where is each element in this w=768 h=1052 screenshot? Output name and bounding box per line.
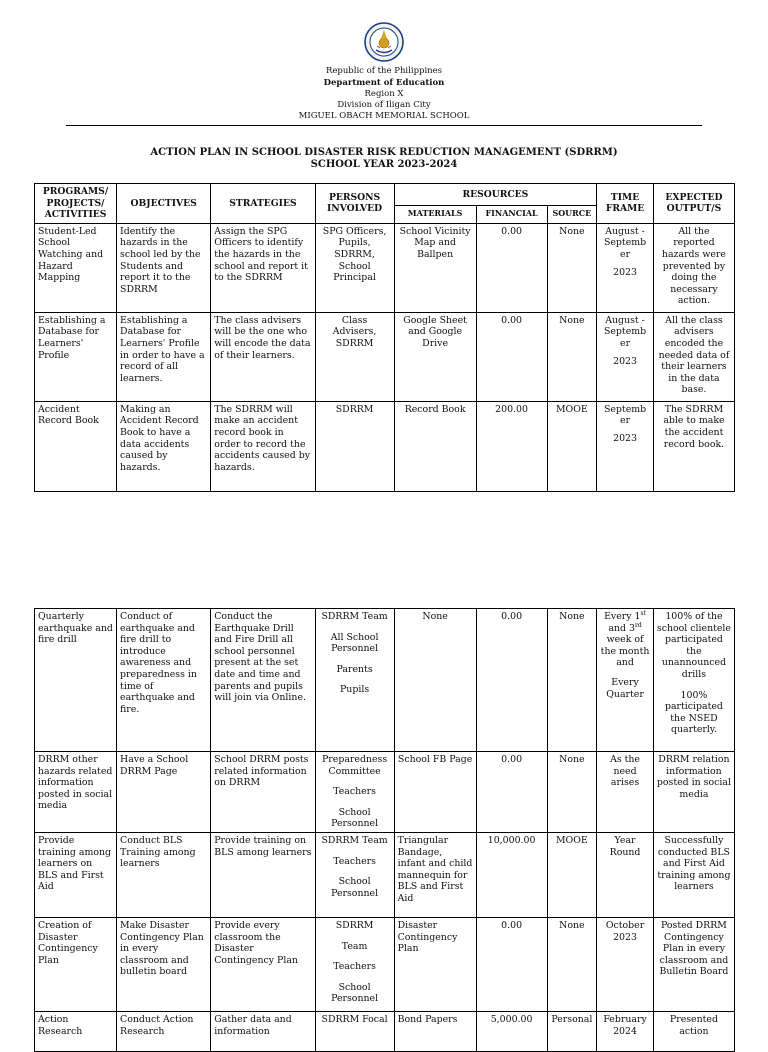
strategy-cell: School DRRM posts related information on DRRM: [211, 752, 315, 833]
col-expected: EXPECTED OUTPUT/S: [653, 184, 734, 224]
source-cell: None: [547, 917, 597, 1011]
expected-entry: 100% of the school clientele participated the unannounced drills: [656, 611, 731, 680]
program-cell: Provide training among learners on BLS and First Aid: [35, 832, 117, 917]
financial-cell: 0.00: [476, 223, 547, 312]
time-year: 2023: [613, 432, 637, 444]
objective-cell: Conduct BLS Training among learners: [117, 832, 211, 917]
objective-cell: Have a School DRRM Page: [117, 752, 211, 833]
strategy-cell: Gather data and information: [211, 1011, 315, 1051]
person-entry: Preparedness Committee: [322, 754, 388, 777]
person-entry: Teachers: [333, 961, 376, 973]
source-cell: None: [547, 609, 597, 752]
person-entry: Teachers: [333, 786, 376, 798]
deped-seal-logo: [364, 22, 404, 62]
time-range: Septemb er: [603, 403, 647, 427]
materials-cell: Record Book: [394, 401, 476, 491]
person-entry: Parents: [336, 663, 373, 675]
persons-cell: [315, 609, 394, 752]
table-row: [35, 917, 735, 1011]
expected-cell: All the reported hazards were prevented by doing the necessary action.: [653, 223, 734, 312]
materials-cell: Google Sheet and Google Drive: [394, 312, 476, 401]
objective-cell: Conduct of earthquake and fire drill to introduce awareness and preparedness in time of earthquake and fire.: [117, 609, 211, 752]
republic-line: Republic of the Philippines: [325, 66, 443, 76]
expected-cell: DRRM relation information posted in social media: [653, 752, 734, 833]
objective-cell: Establishing a Database for Learners' Profile in order to have a record of all learners.: [117, 312, 211, 401]
person-entry: SDRRM Team: [321, 834, 388, 846]
col-resources: RESOURCES: [394, 184, 597, 206]
program-cell: Action Research: [35, 1011, 117, 1051]
materials-cell: School Vicinity Map and Ballpen: [394, 223, 476, 312]
table-row: [35, 752, 735, 833]
financial-cell: 0.00: [476, 312, 547, 401]
time-weeks: Every 1st and 3rd week of the month and: [600, 609, 650, 669]
title-line-2: SCHOOL YEAR 2023-2024: [310, 159, 458, 170]
person-entry: SDRRM: [335, 919, 374, 931]
materials-cell: Bond Papers: [394, 1011, 476, 1051]
source-cell: None: [547, 223, 597, 312]
table-row: [35, 401, 735, 491]
program-cell: Quarterly earthquake and fire drill: [35, 609, 117, 752]
expected-cell: [653, 609, 734, 752]
objective-cell: Conduct Action Research: [117, 1011, 211, 1051]
objective-cell: Making an Accident Record Book to have a data accidents caused by hazards.: [117, 401, 211, 491]
time-year: 2023: [613, 931, 637, 943]
expected-cell: Successfully conducted BLS and First Aid training among learners: [653, 832, 734, 917]
financial-cell: 0.00: [476, 609, 547, 752]
col-programs: PROGRAMS/ PROJECTS/ ACTIVITIES: [35, 184, 117, 224]
time-cell: Year Round: [597, 832, 654, 917]
time-year: 2024: [613, 1025, 637, 1037]
materials-cell: None: [394, 609, 476, 752]
persons-cell: [315, 752, 394, 833]
financial-cell: 0.00: [476, 752, 547, 833]
time-month: February: [603, 1013, 647, 1025]
col-source: SOURCE: [547, 205, 597, 223]
financial-cell: 0.00: [476, 917, 547, 1011]
strategy-cell: The SDRRM will make an accident record book in order to record the accidents caused by hazards.: [211, 401, 315, 491]
materials-cell: Disaster Contingency Plan: [394, 917, 476, 1011]
col-financial: FINANCIAL: [476, 205, 547, 223]
school-name: MIGUEL OBACH MEMORIAL SCHOOL: [298, 111, 470, 121]
objective-cell: Identify the hazards in the school led by the Students and report it to the SDRRM: [117, 223, 211, 312]
program-cell: Accident Record Book: [35, 401, 117, 491]
persons-cell: [315, 917, 394, 1011]
financial-cell: 5,000.00: [476, 1011, 547, 1051]
materials-cell: School FB Page: [394, 752, 476, 833]
document-title: [0, 147, 768, 171]
time-cell: [597, 401, 654, 491]
header-divider: [66, 125, 702, 126]
strategy-cell: Conduct the Earthquake Drill and Fire Drill all school personnel present at the set date and time and parents and pupils will join via Online.: [211, 609, 315, 752]
time-month: October: [605, 919, 645, 931]
time-cell: [597, 1011, 654, 1051]
table-row: [35, 312, 735, 401]
division-line: Division of Iligan City: [337, 100, 431, 110]
time-year: 2023: [613, 355, 637, 367]
strategy-cell: The class advisers will be the one who will encode the data of their learners.: [211, 312, 315, 401]
time-range: August - Septemb er: [603, 225, 647, 260]
table-row: [35, 832, 735, 917]
program-cell: Establishing a Database for Learners' Profile: [35, 312, 117, 401]
person-entry: School Personnel: [331, 981, 379, 1005]
expected-entry: 100% participated the NSED quarterly.: [664, 689, 723, 736]
program-cell: DRRM other hazards related information posted in social media: [35, 752, 117, 833]
persons-cell: SDRRM: [315, 401, 394, 491]
table-row: [35, 1011, 735, 1051]
financial-cell: 200.00: [476, 401, 547, 491]
department-line: Department of Education: [323, 78, 445, 88]
action-plan-table-page1: [34, 183, 735, 492]
time-cell: As the need arises: [597, 752, 654, 833]
persons-cell: Class Advisers, SDRRM: [315, 312, 394, 401]
time-cell: [597, 312, 654, 401]
action-plan-table-page2: [34, 608, 735, 1052]
expected-cell: The SDRRM able to make the accident record book.: [653, 401, 734, 491]
persons-cell: SDRRM Focal: [315, 1011, 394, 1051]
table-row: [35, 609, 735, 752]
financial-cell: 10,000.00: [476, 832, 547, 917]
col-persons: PERSONS INVOLVED: [315, 184, 394, 224]
persons-cell: SPG Officers, Pupils, SDRRM, School Principal: [315, 223, 394, 312]
expected-cell: All the class advisers encoded the needed data of their learners in the data base.: [653, 312, 734, 401]
col-objectives: OBJECTIVES: [117, 184, 211, 224]
expected-cell: Presented action: [653, 1011, 734, 1051]
time-cell: [597, 223, 654, 312]
table-row: [35, 223, 735, 312]
time-year: 2023: [613, 266, 637, 278]
person-entry: All School Personnel: [330, 631, 379, 655]
region-line: Region X: [364, 89, 404, 99]
time-cell: [597, 917, 654, 1011]
expected-cell: Posted DRRM Contingency Plan in every classroom and Bulletin Board: [653, 917, 734, 1011]
source-cell: None: [547, 752, 597, 833]
strategy-cell: Assign the SPG Officers to identify the hazards in the school and report it to the SDRRM: [211, 223, 315, 312]
source-cell: MOOE: [547, 832, 597, 917]
time-quarter: Every Quarter: [606, 676, 644, 700]
col-materials: MATERIALS: [394, 205, 476, 223]
person-entry: Team: [341, 940, 368, 952]
person-entry: Pupils: [340, 684, 370, 696]
person-entry: Teachers: [333, 855, 376, 867]
strategy-cell: Provide every classroom the Disaster Contingency Plan: [211, 917, 315, 1011]
person-entry: SDRRM Team: [321, 611, 388, 622]
col-time: TIME FRAME: [597, 184, 654, 224]
person-entry: School Personnel: [331, 876, 379, 899]
persons-cell: [315, 832, 394, 917]
time-cell: [597, 609, 654, 752]
source-cell: Personal: [547, 1011, 597, 1051]
objective-cell: Make Disaster Contingency Plan in every classroom and bulletin board: [117, 917, 211, 1011]
strategy-cell: Provide training on BLS among learners: [211, 832, 315, 917]
program-cell: Student-Led School Watching and Hazard Mapping: [35, 223, 117, 312]
person-entry: School Personnel: [331, 806, 379, 830]
title-line-1: ACTION PLAN IN SCHOOL DISASTER RISK REDUCTION MANAGEMENT (SDRRM): [150, 147, 618, 158]
source-cell: None: [547, 312, 597, 401]
source-cell: MOOE: [547, 401, 597, 491]
time-range: August - Septemb er: [603, 314, 647, 349]
program-cell: Creation of Disaster Contingency Plan: [35, 917, 117, 1011]
materials-cell: Triangular Bandage, infant and child mannequin for BLS and First Aid: [394, 832, 476, 917]
col-strategies: STRATEGIES: [211, 184, 315, 224]
